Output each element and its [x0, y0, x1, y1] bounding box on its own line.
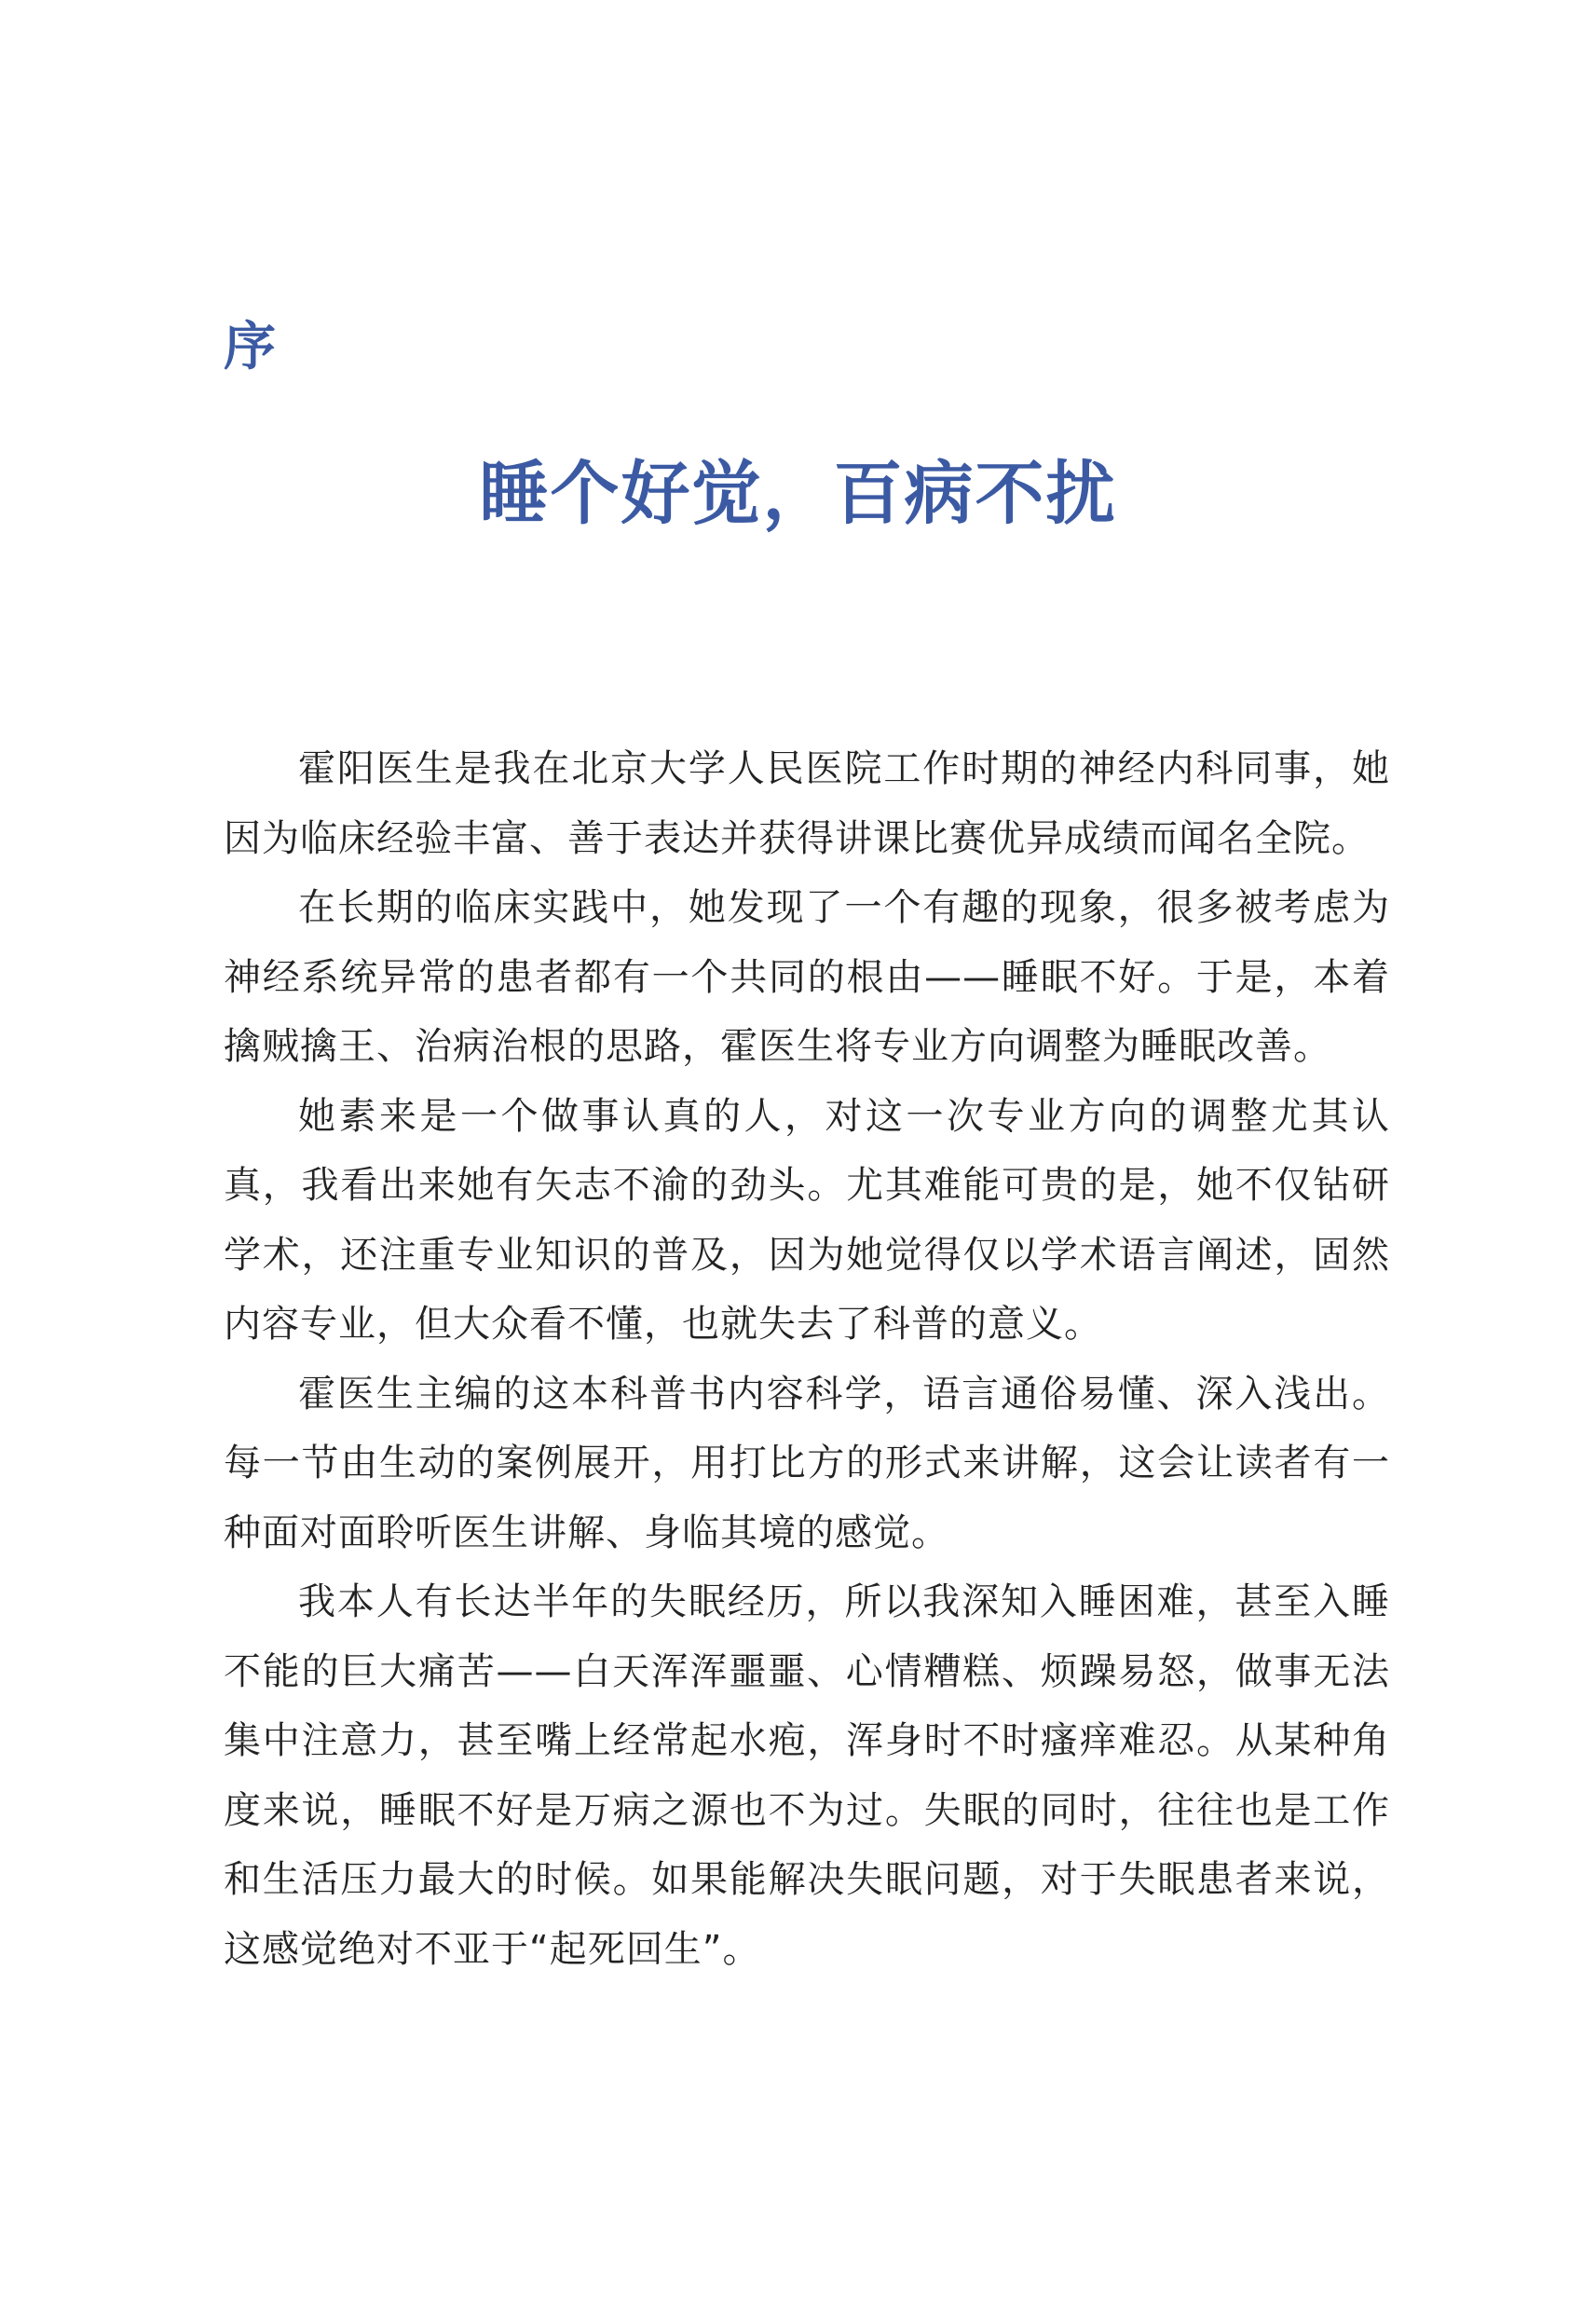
- section-label: 序: [224, 317, 276, 377]
- body-text: [224, 734, 1390, 1984]
- paragraph-4: 霍医生主编的这本科普书内容科学，语言通俗易懂、深入浅出。每一节由生动的案例展开，用打比方的形式来讲解，这会让读者有一种面对面聆听医生讲解、身临其境的感觉。: [224, 1372, 1390, 1554]
- page-title: 睡个好觉，百病不扰: [479, 454, 1117, 534]
- paragraph-1: 霍阳医生是我在北京大学人民医院工作时期的神经内科同事，她因为临床经验丰富、善于表达并获得讲课比赛优异成绩而闻名全院。: [224, 747, 1390, 860]
- paragraph-2: 在长期的临床实践中，她发现了一个有趣的现象，很多被考虑为神经系统异常的患者都有一个共同的根由——睡眠不好。于是，本着擒贼擒王、治病治根的思路，霍医生将专业方向调整为睡眠改善。: [224, 886, 1390, 1068]
- paragraph-3: 她素来是一个做事认真的人，对这一次专业方向的调整尤其认真，我看出来她有矢志不渝的劲头。尤其难能可贵的是，她不仅钻研学术，还注重专业知识的普及，因为她觉得仅以学术语言阐述，固然内容专业，但大众看不懂，也就失去了科普的意义。: [224, 1094, 1390, 1346]
- paragraph-5: 我本人有长达半年的失眠经历，所以我深知入睡困难，甚至入睡不能的巨大痛苦——白天浑浑噩噩、心情糟糕、烦躁易怒，做事无法集中注意力，甚至嘴上经常起水疱，浑身时不时瘙痒难忍。从某种角度来说，睡眠不好是万病之源也不为过。失眠的同时，往往也是工作和生活压力最大的时候。如果能解决失眠问题，对于失眠患者来说，这感觉绝对不亚于“起死回生”。: [224, 1580, 1390, 1971]
